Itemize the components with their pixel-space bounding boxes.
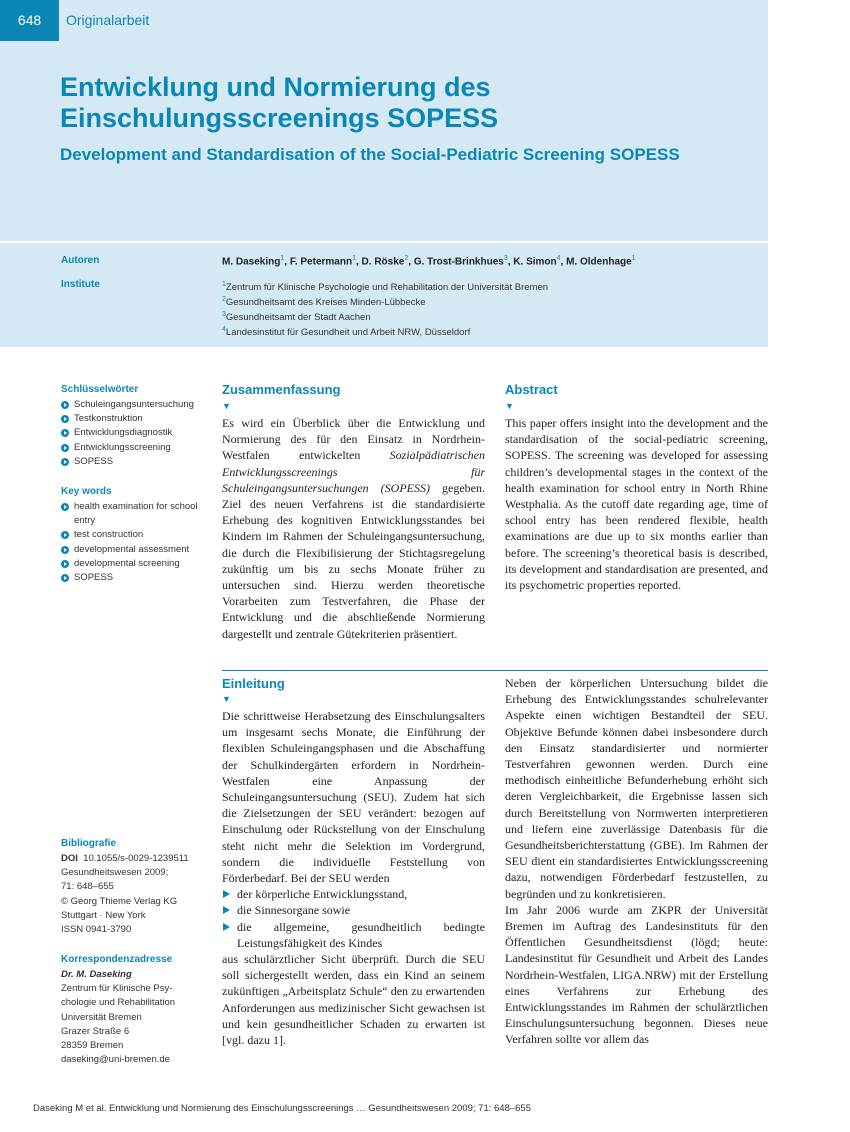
keywords-de-heading: Schlüsselwörter: [61, 384, 139, 395]
bullet-icon: [61, 560, 69, 568]
zusammenfassung-heading: Zusammenfassung: [222, 382, 341, 397]
zusammenfassung-text: Es wird ein Überblick über die Entwicklung und Normierung des für den Einsatz in Nordrhein-Westfalen entwickelten Sozialpädiatrischen Entwicklungsscreenings für Schuleingangsuntersuchungen (SOPESS) gegeben. Ziel des neuen Verfahrens ist die standardisierte Erhebung des kognitiven Entwicklungsstandes bei Kindern im Rahmen der Schuleingangsuntersuchung, die durch die Flexibilisierung der Stichtagsregelung zukünftig um bis zu sechs Monate früher zu untersuchen sind. Hierzu werden theoretische Vorarbeiten zum Testverfahren, die Phase der Entwicklung und die abschließende Normierung dargestellt und zentrale Gütekriterien präsentiert.: [222, 416, 485, 641]
author-affiliation: 2: [404, 255, 409, 262]
einleitung-bullet-list: [222, 886, 485, 951]
author-affiliation: 1: [280, 255, 285, 262]
bullet-icon: [61, 415, 69, 423]
author-affiliation: 3: [503, 255, 508, 262]
triangle-bullet-icon: [223, 923, 230, 931]
author-name: M. Oldenhage: [566, 256, 632, 268]
correspondence-name: Dr. M. Daseking: [61, 969, 132, 980]
triangle-bullet-icon: [223, 890, 230, 898]
title-german-line2: Einschulungsscreenings SOPESS: [60, 103, 499, 133]
bibliography-heading: Bibliografie: [61, 838, 117, 849]
keyword-item: Schuleingangsuntersuchung: [61, 398, 211, 412]
footer-citation: Daseking M et al. Entwicklung und Normierung des Einschulungsscreenings … Gesundheitswesen 2009; 71: 648–655: [33, 1103, 531, 1114]
keyword-item: SOPESS: [61, 571, 201, 585]
doi-line: DOI 10.1055/s-0029-1239511: [61, 853, 189, 864]
keyword-item: test construction: [61, 528, 201, 542]
author-name: M. Daseking: [222, 256, 281, 268]
page-number-box: [0, 0, 59, 41]
keyword-item: Entwicklungsdiagnostik: [61, 426, 211, 440]
section-label: Originalarbeit: [66, 12, 150, 28]
title-english: Development and Standardisation of the Social-Pediatric Screening SOPESS: [60, 145, 680, 164]
einleitung-paragraph: Die schrittweise Herabsetzung des Einschulungsalters um insgesamt sechs Monate, die Einführung der flexiblen Schuleingangsphasen und die Abschaffung der Schulkindergärten erfordern in Nordrhein-Westfalen eine Anpassung der Schuleingangsuntersuchung (SEU). Zudem hat sich die Zielsetzungen der SEU verändert: bezogen auf Einschulung oder Rückstellung von der Einschulung steht nicht mehr die Selektion im Vordergrund, sondern die individuelle Feststellung von Förderbedarf. Bei der SEU werden: [222, 709, 485, 886]
bullet-item: die Sinnesorgane sowie: [222, 902, 485, 918]
einleitung-left-column: [222, 708, 485, 1048]
bullet-icon: [61, 401, 69, 409]
institutes-label: Institute: [61, 279, 100, 290]
down-arrow-icon: ▼: [505, 401, 514, 411]
bullet-icon: [61, 458, 69, 466]
down-arrow-icon: ▼: [222, 694, 231, 704]
author-name: D. Röske: [361, 256, 405, 268]
email-link[interactable]: daseking@uni-bremen.de: [61, 1054, 170, 1066]
author-name: G. Trost-Brinkhues: [413, 256, 504, 268]
abstract-heading: Abstract: [505, 382, 558, 397]
bullet-icon: [61, 546, 69, 554]
author-affiliation: 4: [556, 255, 561, 262]
author-affiliation: 1: [631, 255, 636, 262]
institute-item: $^4$Landesinstitut für Gesundheit und Arbeit NRW, Düsseldorf: [222, 326, 471, 339]
author-affiliation: 1: [352, 255, 356, 262]
author-list: M. Daseking$^1$, F. Petermann$^1$, D. Röske$^2$, G. Trost-Brinkhues$^3$, K. Simon$^4$, M. Oldenhage$^1$: [222, 255, 636, 268]
bullet-icon: [61, 531, 69, 539]
bullet-icon: [61, 444, 69, 452]
keyword-item: developmental screening: [61, 557, 201, 571]
bullet-icon: [61, 503, 69, 511]
triangle-bullet-icon: [223, 906, 230, 914]
institute-list: [222, 279, 762, 340]
einleitung-right-column: [505, 675, 768, 1048]
header-divider: [0, 241, 768, 243]
bullet-item: der körperliche Entwicklungsstand,: [222, 886, 485, 902]
keyword-item: Entwicklungsscreening: [61, 441, 211, 455]
section-rule: [222, 670, 768, 671]
institute-item: $^3$Gesundheitsamt der Stadt Aachen: [222, 311, 371, 324]
title-german: [60, 72, 760, 134]
correspondence-heading: Korrespondenzadresse: [61, 954, 173, 965]
author-name: F. Petermann: [289, 256, 353, 268]
doi-link[interactable]: 10.1055/s-0029-1239511: [83, 853, 189, 864]
keyword-item: developmental assessment: [61, 543, 201, 557]
keyword-item: health examination for school entry: [61, 500, 201, 528]
keyword-item: SOPESS: [61, 455, 211, 469]
einleitung-heading: Einleitung: [222, 676, 285, 691]
abstract-text: This paper offers insight into the development and the standardisation of the social-pediatric screening, SOPESS. The screening was developed for assessing children’s developmental stages in the context of the health examination for school entry in North Rhine Westphalia. As the cutoff date regarding age, time of school entry has been rendered flexible, health examinations are due up to six months earlier than before. The screening’s theoretical basis is described, its development and standardisation are presented, and its psychometric properties reported.: [505, 416, 768, 593]
einleitung-paragraph: Im Jahr 2006 wurde am ZKPR der Universität Bremen im Auftrag des Landesinstituts für den Öffentlichen Gesundheitsdienst (lögd; heute: Landesinstitut für Gesundheit und Arbeit des Landes Nordrhein-Westfalen, LIGA.NRW) mit der Erstellung eines Verfahrens zur Erhebung des Entwicklungsstandes im Rahmen der schulärztlichen Einschulungsuntersuchung begonnen. Dieses neue Verfahren sollte vor allem das: [505, 902, 768, 1047]
down-arrow-icon: ▼: [222, 401, 231, 411]
institute-item: $^1$Zentrum für Klinische Psychologie und Rehabilitation der Universität Bremen: [222, 281, 549, 294]
bullet-item: die allgemeine, gesundheitlich bedingte Leistungsfähigkeit des Kindes: [222, 919, 485, 951]
keywords-de-list: [61, 398, 211, 469]
einleitung-paragraph: aus schulärztlicher Sicht überprüft. Durch die SEU soll sichergestellt werden, dass ein Kind an seinem zukünftigen „Arbeitsplatz Schule“ den zu erwartenden Anforderungen aus medizinischer Sicht gewachsen ist und kein gesundheitlicher Schaden zu erwarten ist [vgl. dazu 1].: [222, 952, 485, 1048]
einleitung-paragraph: Neben der körperlichen Untersuchung bildet die Erhebung des Entwicklungsstandes schulrelevanter Aspekte einen wichtigen Bestandteil der SEU. Objektive Befunde können dabei insbesondere durch den Einsatz standardisierter und normierter Testverfahren gewonnen werden. Durch eine methodisch einheitliche Befunderhebung erhöht sich deren Vergleichbarkeit, die Ergebnisse lassen sich durch Bereitstellung von Normwerten interpretieren und liefern eine zuverlässige Datenbasis für die Gesundheitsberichterstattung (GBE). Im Rahmen der SEU dient ein standardisiertes Entwicklungsscreening dazu, notwendigen Förderbedarf festzustellen, zu begründen und zu konkretisieren.: [505, 676, 768, 901]
keyword-item: Testkonstruktion: [61, 412, 211, 426]
institute-item: $^2$Gesundheitsamt des Kreises Minden-Lübbecke: [222, 296, 426, 309]
title-german-line1: Entwicklung und Normierung des: [60, 72, 491, 102]
keywords-en-list: [61, 500, 201, 585]
bullet-icon: [61, 429, 69, 437]
page-number: 648: [17, 12, 42, 28]
authors-label: Autoren: [61, 255, 100, 266]
keywords-en-heading: Key words: [61, 486, 112, 497]
bibliography-block: DOI 10.1055/s-0029-1239511 Gesundheitswesen 2009; 71: 648–655 © Georg Thieme Verlag KG Stuttgart · New York ISSN 0941-3790: [61, 852, 221, 937]
bullet-icon: [61, 574, 69, 582]
correspondence-block: Dr. M. Daseking Zentrum für Klinische Psy- chologie und Rehabilitation Universität Bremen Grazer Straße 6 28359 Bremen daseking@uni-bremen.de: [61, 968, 211, 1067]
author-name: K. Simon: [513, 256, 557, 268]
